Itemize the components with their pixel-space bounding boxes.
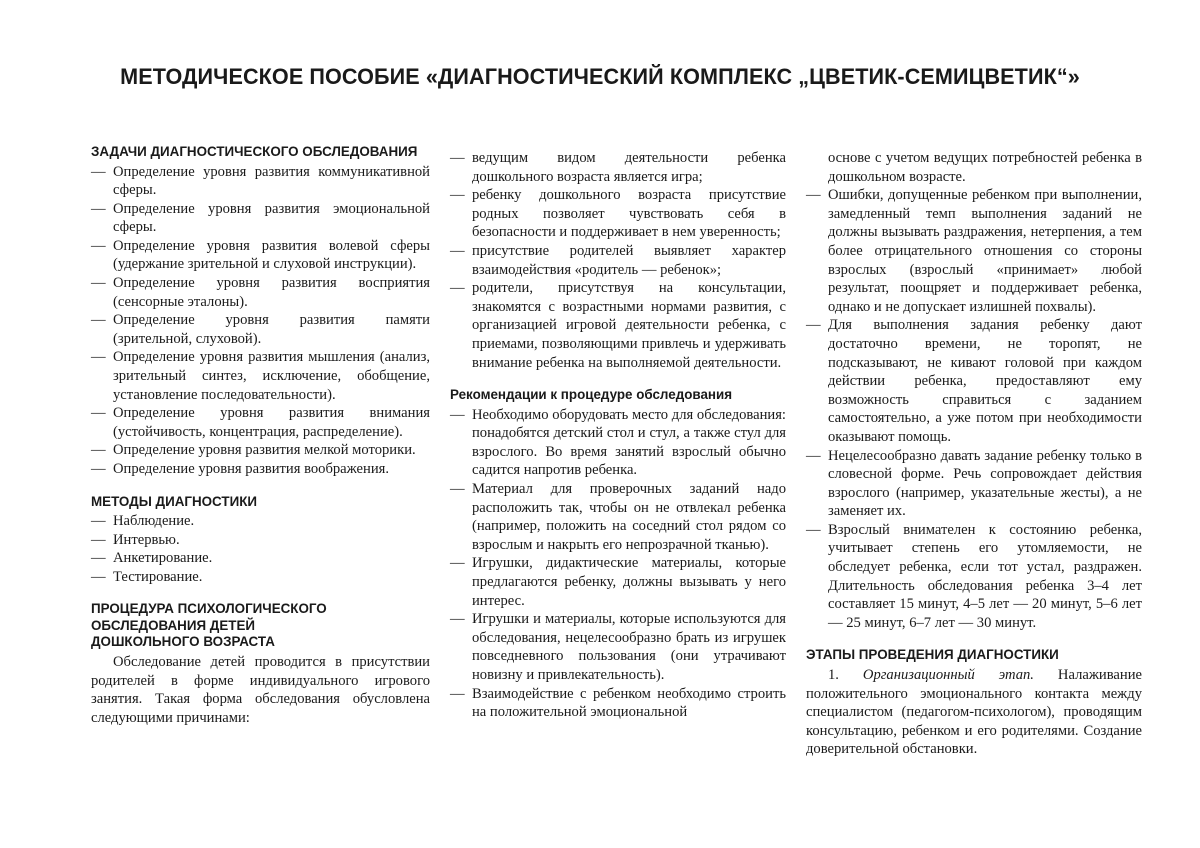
stages-heading: ЭТАПЫ ПРОВЕДЕНИЯ ДИАГНОСТИКИ <box>806 647 1059 663</box>
continuation-text: основе с учетом ведущих потребностей ребенка в дошкольном возрасте. <box>828 150 1142 185</box>
stage-number: 1. <box>828 666 839 683</box>
tasks-heading: ЗАДАЧИ ДИАГНОСТИЧЕСКОГО ОБСЛЕДОВАНИЯ <box>91 144 418 159</box>
list-item: — ребенку дошкольного возраста присутствие родных позволяет чувствовать себя в безопасности и поддерживает в нем уверенность; <box>450 186 786 242</box>
list-item: — Определение уровня развития волевой сферы (удержание зрительной и слуховой инструкции). <box>91 237 430 274</box>
column-1 <box>91 144 430 727</box>
column-3 <box>806 149 1142 759</box>
stage-paragraph <box>806 666 1142 759</box>
list-item: — родители, присутствуя на консультации, знакомятся с возрастными нормами развития, с организацией игровой деятельности ребенка, с приемами, позволяющими привлечь и удерживать внимание ребенка на выполняемой деятельности. <box>450 279 786 372</box>
list-item: — Определение уровня развития памяти (зрительной, слуховой). <box>91 311 430 348</box>
stage-text: Налаживание положительного эмоционального контакта между специалистом (педагогом-психологом), проводящим консультацию, ребенком и его родителями. Создание доверительной обстановки. <box>806 666 1142 758</box>
list-item: — Взаимодействие с ребенком необходимо строить на положительной эмоциональной <box>450 685 786 722</box>
tasks-list <box>91 163 430 479</box>
list-item: — Определение уровня развития коммуникативной сферы. <box>91 163 430 200</box>
list-item: — Необходимо оборудовать место для обследования: понадобятся детский стол и стул, а также стул для взрослого. Во время занятий взрослый обычно садится напротив ребенка. <box>450 406 786 480</box>
list-item: — Анкетирование. <box>91 549 430 568</box>
list-item: — ведущим видом деятельности ребенка дошкольного возраста является игра; <box>450 149 786 186</box>
list-item: — Интервью. <box>91 531 430 550</box>
list-item: — Тестирование. <box>91 568 430 587</box>
list-item: — Взрослый внимателен к состоянию ребенка, учитывает степень его утомляемости, не обследует ребенка, если тот устал, раздражен. Длительность обследования ребенка 3–4 лет составляет 15 минут, 4–5 лет — 20 минут, 5–6 лет — 25 минут, 6–7 лет — 30 минут. <box>806 521 1142 633</box>
column-2 <box>450 149 786 722</box>
stage-name: Организационный этап. <box>862 666 1034 683</box>
list-item: — Определение уровня развития эмоциональной сферы. <box>91 200 430 237</box>
list-item: — Определение уровня развития воображения. <box>91 460 430 479</box>
list-item: — Для выполнения задания ребенку дают достаточно времени, не торопят, не подсказывают, не кивают головой при каждом действии ребенка, предоставляют ему возможность справиться с заданием самостоятельно, а уже потом при необходимости оказывают помощь. <box>806 316 1142 446</box>
recommendations-heading: Рекомендации к процедуре обследования <box>450 387 733 403</box>
procedure-heading: ПРОЦЕДУРА ПСИХОЛОГИЧЕСКОГО ОБСЛЕДОВАНИЯ ДЕТЕЙ ДОШКОЛЬНОГО ВОЗРАСТА <box>91 601 327 650</box>
list-item: — Игрушки и материалы, которые используются для обследования, нецелесообразно брать из игрушек повседневного пользования (они утрачивают новизну и привлекательность). <box>450 610 786 684</box>
reasons-list <box>450 149 786 372</box>
page-title: МЕТОДИЧЕСКОЕ ПОСОБИЕ «ДИАГНОСТИЧЕСКИЙ КОМПЛЕКС „ЦВЕТИК-СЕМИЦВЕТИК“» <box>120 64 1080 89</box>
list-item: — Определение уровня развития мышления (анализ, зрительный синтез, исключение, обобщение, установление последовательности). <box>91 348 430 404</box>
methods-heading: МЕТОДЫ ДИАГНОСТИКИ <box>91 493 257 509</box>
list-item: — Определение уровня развития восприятия (сенсорные эталоны). <box>91 274 430 311</box>
procedure-paragraph: Обследование детей проводится в присутствии родителей в форме индивидуального игрового занятия. Такая форма обследования обусловлена следующими причинами: <box>91 653 430 726</box>
list-item: — Нецелесообразно давать задание ребенку только в словесной форме. Речь сопровождает действия взрослого (например, указательные жесты), а не заменяет их. <box>806 447 1142 521</box>
recommendations-list-continued <box>806 186 1142 632</box>
list-item: — Ошибки, допущенные ребенком при выполнении, замедленный темп выполнения заданий не должны вызывать раздражения, нетерпения, а тем более отрицательного отношения со стороны взрослых (взрослый «принимает» любой результат, поощряет и поддерживает ребенка, однако и не допускает излишней похвалы). <box>806 186 1142 316</box>
list-item: — Наблюдение. <box>91 512 430 531</box>
list-item: — Определение уровня развития мелкой моторики. <box>91 441 430 460</box>
recommendations-list <box>450 406 786 722</box>
list-item: — Игрушки, дидактические материалы, которые предлагаются ребенку, должны вызывать у него интерес. <box>450 554 786 610</box>
list-item: — присутствие родителей выявляет характер взаимодействия «родитель — ребенок»; <box>450 242 786 279</box>
methods-list <box>91 512 430 586</box>
list-item: — Определение уровня развития внимания (устойчивость, концентрация, распределение). <box>91 404 430 441</box>
list-item: — Материал для проверочных заданий надо расположить так, чтобы он не отвлекал ребенка (например, положить на соседний стол рядом со взрослым и накрыть его непрозрачной тканью). <box>450 480 786 554</box>
